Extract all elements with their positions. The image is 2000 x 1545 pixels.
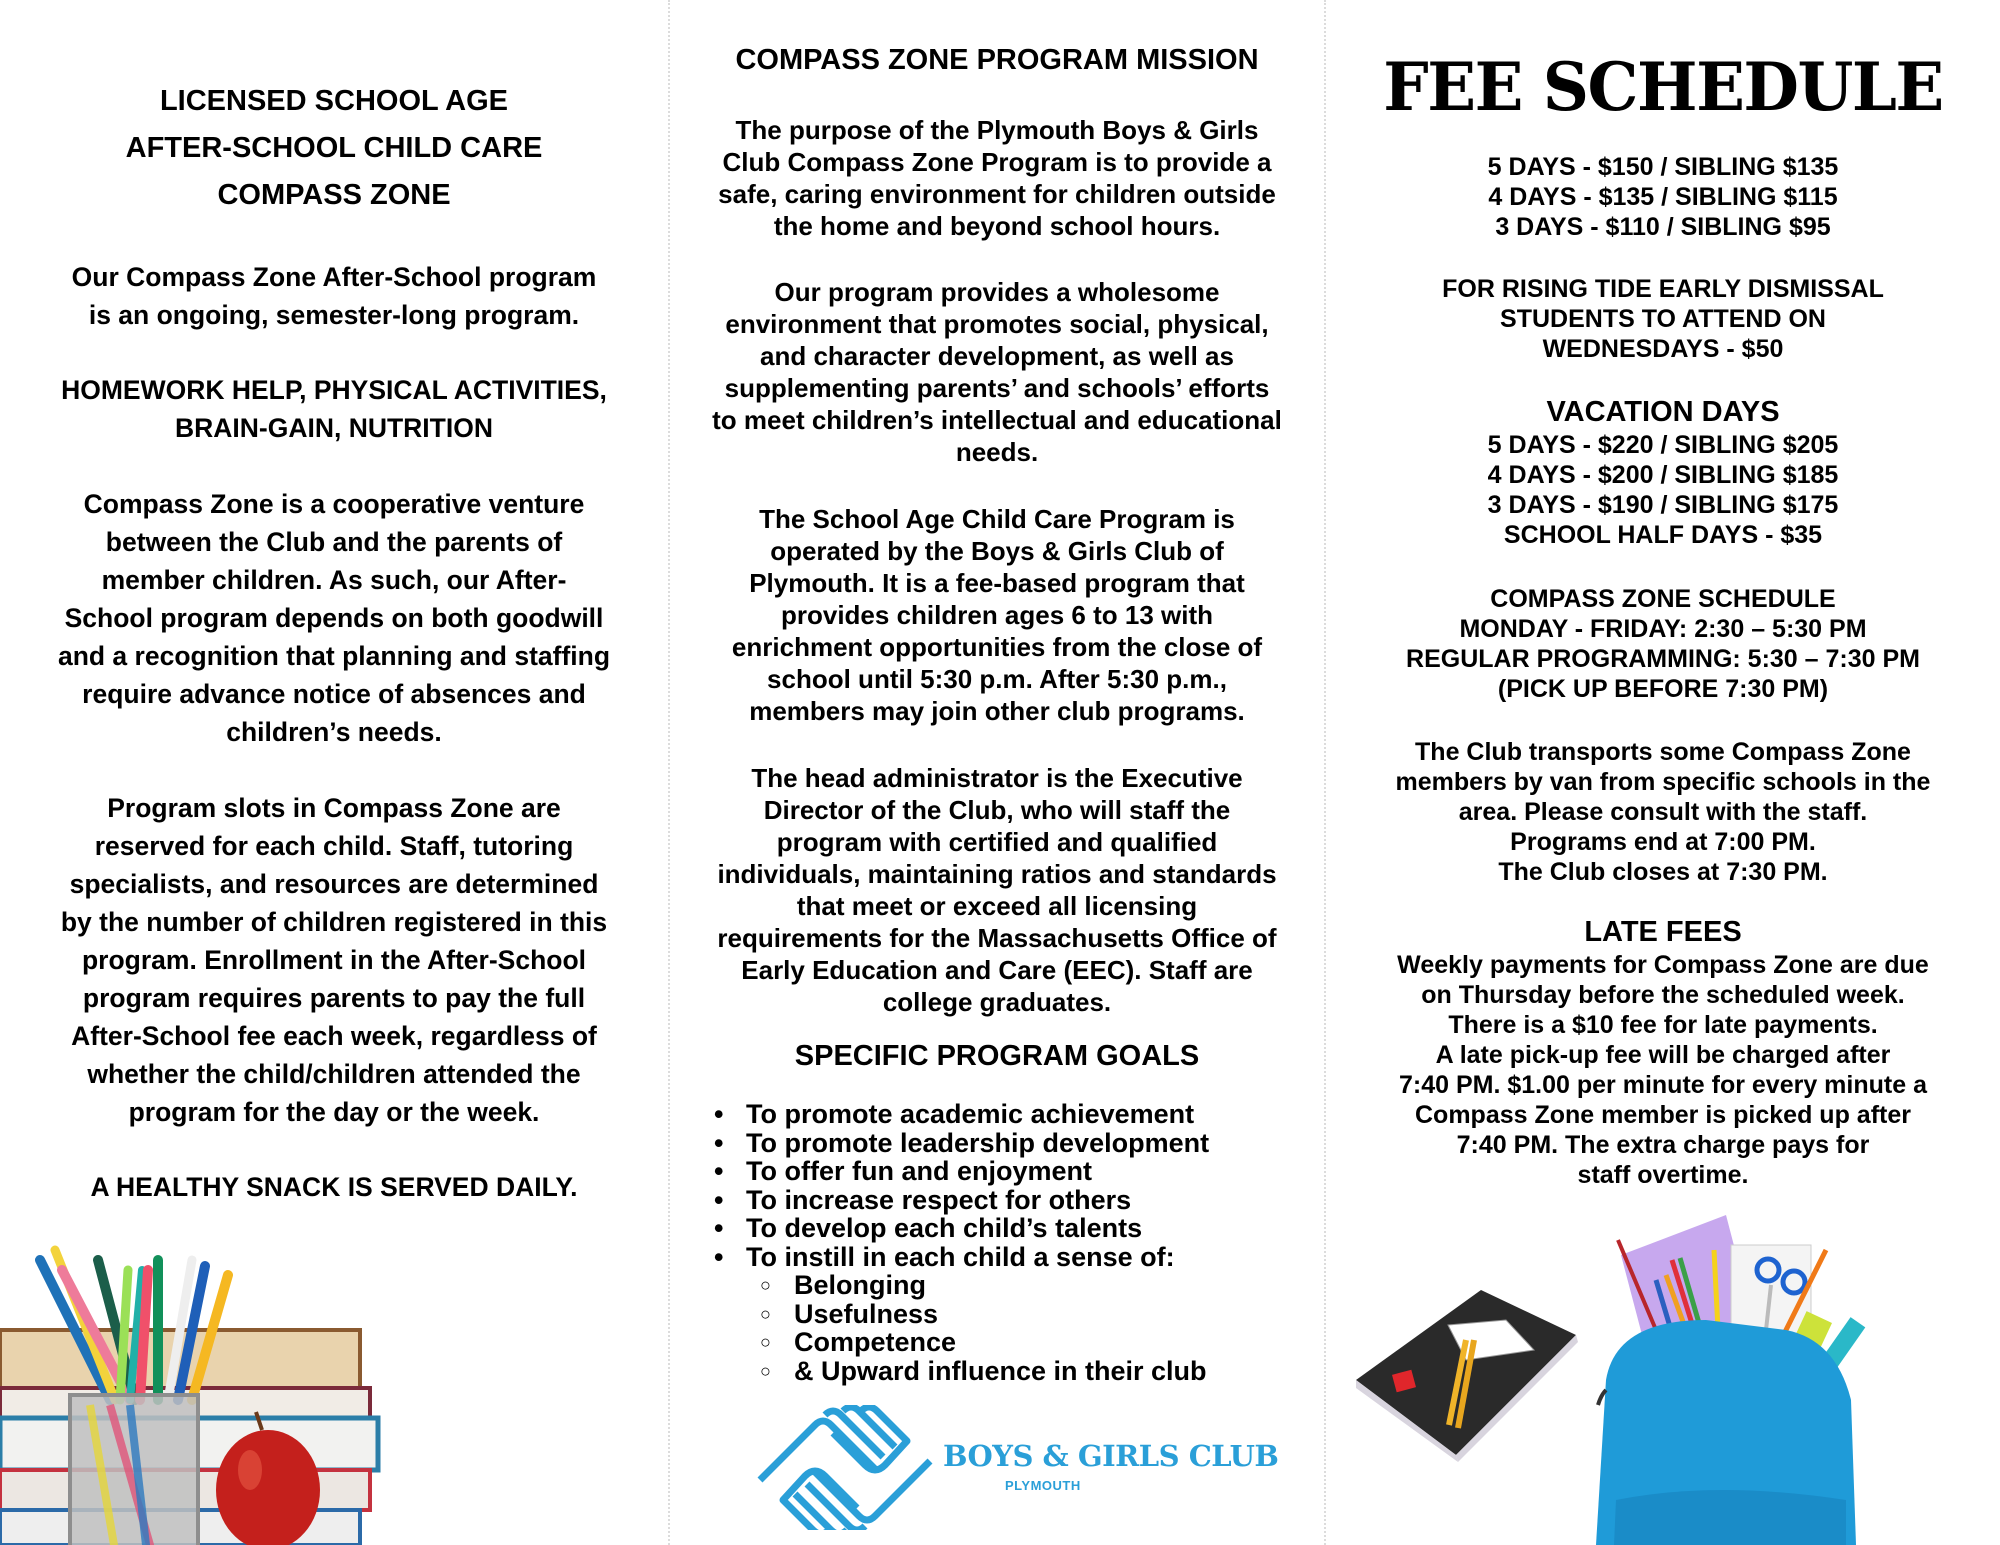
blue-backpack (1596, 1320, 1856, 1545)
intro-paragraph (0, 258, 668, 334)
goal-text: To increase respect for others (746, 1184, 1132, 1215)
administrator-paragraph (670, 762, 1324, 1018)
text-line: provides children ages 6 to 13 with (780, 600, 1213, 630)
handshake-logo-icon (755, 1405, 935, 1530)
text-line: and a recognition that planning and staffing (57, 641, 611, 671)
goal-item (710, 1157, 1209, 1186)
text-line: between the Club and the parents of (105, 527, 563, 557)
mission-heading: COMPASS ZONE PROGRAM MISSION (735, 44, 1259, 76)
text-line: requirements for the Massachusetts Office of (717, 923, 1277, 953)
fee-line: SCHOOL HALF DAYS - $35 (1503, 521, 1823, 549)
logo-wordmark: BOYS & GIRLS CLUB (943, 1439, 1279, 1473)
text-line: require advance notice of absences and (82, 679, 586, 709)
late-fees-section (1326, 914, 2000, 1190)
goal-text: To develop each child’s talents (746, 1213, 1143, 1243)
fee-schedule-title: FEE SCHEDULE (1383, 48, 1943, 126)
goals-list (710, 1100, 1209, 1385)
late-fees-heading: LATE FEES (1584, 916, 1742, 948)
bullet-icon: • (714, 1099, 724, 1129)
text-line: Early Education and Care (EEC). Staff are (741, 955, 1253, 985)
activities-list (0, 371, 668, 447)
fee-line: 3 DAYS - $190 / SIBLING $175 (1487, 491, 1839, 519)
text-line: specialists, and resources are determined (69, 869, 599, 899)
circle-bullet-icon: ○ (760, 1360, 771, 1381)
text-line: STUDENTS TO ATTEND ON (1500, 305, 1826, 333)
fee-line: 5 DAYS - $220 / SIBLING $205 (1487, 431, 1839, 459)
title-line: AFTER-SCHOOL CHILD CARE (125, 132, 543, 164)
text-line: A late pick-up fee will be charged after (1435, 1041, 1891, 1069)
text-line: Plymouth. It is a fee-based program that (749, 568, 1245, 598)
circle-bullet-icon: ○ (760, 1275, 771, 1295)
text-line: Our program provides a wholesome (774, 277, 1220, 307)
title-line: COMPASS ZONE (217, 179, 451, 211)
circle-bullet-icon: ○ (760, 1332, 771, 1352)
transport-info (1326, 737, 2000, 887)
text-line: program requires parents to pay the full (82, 983, 586, 1013)
text-line: FOR RISING TIDE EARLY DISMISSAL (1442, 275, 1884, 303)
vacation-days-section (1326, 394, 2000, 550)
schedule-heading: COMPASS ZONE SCHEDULE (1490, 585, 1836, 613)
subgoal-text: Usefulness (794, 1298, 939, 1329)
text-line: the home and beyond school hours. (773, 211, 1221, 241)
text-line: BRAIN-GAIN, NUTRITION (175, 413, 493, 443)
boys-girls-club-logo (755, 1405, 1279, 1535)
right-panel (1326, 0, 2000, 1545)
operator-paragraph (670, 503, 1324, 727)
snack-notice: A HEALTHY SNACK IS SERVED DAILY. (90, 1172, 578, 1202)
goals-heading: SPECIFIC PROGRAM GOALS (794, 1040, 1200, 1072)
subgoal-item (710, 1271, 1209, 1300)
text-line: staff overtime. (1577, 1161, 1749, 1189)
text-line: environment that promotes social, physical, (725, 309, 1269, 339)
logo-location: PLYMOUTH (1005, 1478, 1081, 1493)
composition-notebook (1356, 1290, 1578, 1462)
text-line: After-School fee each week, regardless of (71, 1021, 597, 1051)
schedule-line: (PICK UP BEFORE 7:30 PM) (1497, 675, 1829, 703)
text-line: members may join other club programs. (749, 696, 1245, 726)
fee-line: 4 DAYS - $135 / SIBLING $115 (1488, 183, 1838, 211)
text-line: The Club transports some Compass Zone (1415, 738, 1911, 766)
text-line: program. Enrollment in the After-School (81, 945, 587, 975)
text-line: The head administrator is the Executive (751, 763, 1243, 793)
goal-item (710, 1100, 1209, 1129)
text-line: The Club closes at 7:30 PM. (1498, 858, 1828, 886)
text-line: and character development, as well as (760, 341, 1234, 371)
fee-line: 3 DAYS - $110 / SIBLING $95 (1495, 213, 1831, 241)
schedule-line: REGULAR PROGRAMMING: 5:30 – 7:30 PM (1406, 645, 1920, 673)
text-line: Weekly payments for Compass Zone are due (1397, 951, 1929, 979)
purpose-paragraph (670, 114, 1324, 242)
schedule-line: MONDAY - FRIDAY: 2:30 – 5:30 PM (1459, 615, 1867, 643)
goal-item (710, 1214, 1209, 1243)
pencil-cup (70, 1395, 198, 1545)
text-line: member children. As such, our After- (101, 565, 567, 595)
text-line: Compass Zone is a cooperative venture (83, 489, 585, 519)
subgoal-item (710, 1300, 1209, 1329)
subgoal-item (710, 1357, 1209, 1386)
text-line: WEDNESDAYS - $50 (1542, 335, 1784, 363)
text-line: operated by the Boys & Girls Club of (770, 536, 1224, 566)
goal-text: To promote academic achievement (746, 1099, 1195, 1129)
bullet-icon: • (714, 1241, 724, 1272)
bullet-icon: • (714, 1156, 724, 1186)
text-line: School program depends on both goodwill (64, 603, 604, 633)
text-line: program with certified and qualified (776, 827, 1218, 857)
text-line: school until 5:30 p.m. After 5:30 p.m., (767, 664, 1227, 694)
goal-text: To promote leadership development (746, 1127, 1210, 1158)
bullet-icon: • (714, 1213, 724, 1243)
goal-item (710, 1129, 1209, 1158)
text-line: Programs end at 7:00 PM. (1510, 828, 1816, 856)
bullet-icon: • (714, 1184, 724, 1215)
text-line: safe, caring environment for children outside (718, 179, 1276, 209)
subgoal-item (710, 1328, 1209, 1357)
text-line: college graduates. (882, 987, 1112, 1017)
text-line: Our Compass Zone After-School program (71, 262, 597, 292)
text-line: Program slots in Compass Zone are (107, 793, 561, 823)
subgoal-text: Belonging (794, 1270, 926, 1300)
title-line: LICENSED SCHOOL AGE (159, 85, 509, 117)
vacation-heading: VACATION DAYS (1546, 396, 1780, 428)
fee-line: 5 DAYS - $150 / SIBLING $135 (1487, 153, 1839, 181)
bullet-icon: • (714, 1127, 724, 1158)
goal-item (710, 1243, 1209, 1272)
left-panel (0, 0, 668, 1545)
text-line: area. Please consult with the staff. (1458, 798, 1868, 826)
text-line: individuals, maintaining ratios and standards (717, 859, 1277, 889)
weekly-fees (1326, 152, 2000, 242)
program-title (0, 78, 668, 219)
text-line: supplementing parents’ and schools’ efforts (724, 373, 1270, 403)
text-line: needs. (955, 437, 1039, 467)
text-line: Club Compass Zone Program is to provide a (722, 147, 1272, 177)
text-line: by the number of children registered in this (60, 907, 608, 937)
subgoal-text: & Upward influence in their club (794, 1355, 1207, 1386)
notebook-backpack-illustration (1356, 1200, 1996, 1545)
text-line: on Thursday before the scheduled week. (1421, 981, 1905, 1009)
text-line: to meet children’s intellectual and educational (712, 405, 1282, 435)
books-pencils-apple-illustration (0, 1230, 420, 1545)
text-line: enrichment opportunities from the close of (731, 632, 1263, 662)
text-line: The School Age Child Care Program is (759, 504, 1235, 534)
rising-tide-fee (1326, 274, 2000, 364)
text-line: that meet or exceed all licensing (796, 891, 1198, 921)
text-line: program for the day or the week. (128, 1097, 540, 1127)
text-line: reserved for each child. Staff, tutoring (94, 831, 574, 861)
text-line: The purpose of the Plymouth Boys & Girls (735, 115, 1259, 145)
program-paragraph (670, 276, 1324, 468)
text-line: members by van from specific schools in the (1395, 768, 1931, 796)
text-line: children’s needs. (226, 717, 442, 747)
text-line: Director of the Club, who will staff the (763, 795, 1231, 825)
text-line: There is a $10 fee for late payments. (1448, 1011, 1878, 1039)
goal-item (710, 1186, 1209, 1215)
middle-panel (670, 0, 1324, 1545)
text-line: HOMEWORK HELP, PHYSICAL ACTIVITIES, (61, 375, 607, 405)
circle-bullet-icon: ○ (760, 1303, 771, 1324)
goal-text: To offer fun and enjoyment (746, 1156, 1092, 1186)
text-line: whether the child/children attended the (87, 1059, 581, 1089)
subgoal-text: Competence (794, 1327, 957, 1357)
text-line: is an ongoing, semester-long program. (88, 300, 580, 330)
program-slots-paragraph (0, 789, 668, 1131)
text-line: 7:40 PM. $1.00 per minute for every minute a (1399, 1071, 1927, 1099)
cooperative-paragraph (0, 485, 668, 751)
text-line: Compass Zone member is picked up after (1415, 1101, 1911, 1129)
goal-text: To instill in each child a sense of: (746, 1241, 1175, 1272)
text-line: 7:40 PM. The extra charge pays for (1456, 1131, 1870, 1159)
compass-zone-schedule (1326, 584, 2000, 704)
fee-line: 4 DAYS - $200 / SIBLING $185 (1487, 461, 1839, 489)
